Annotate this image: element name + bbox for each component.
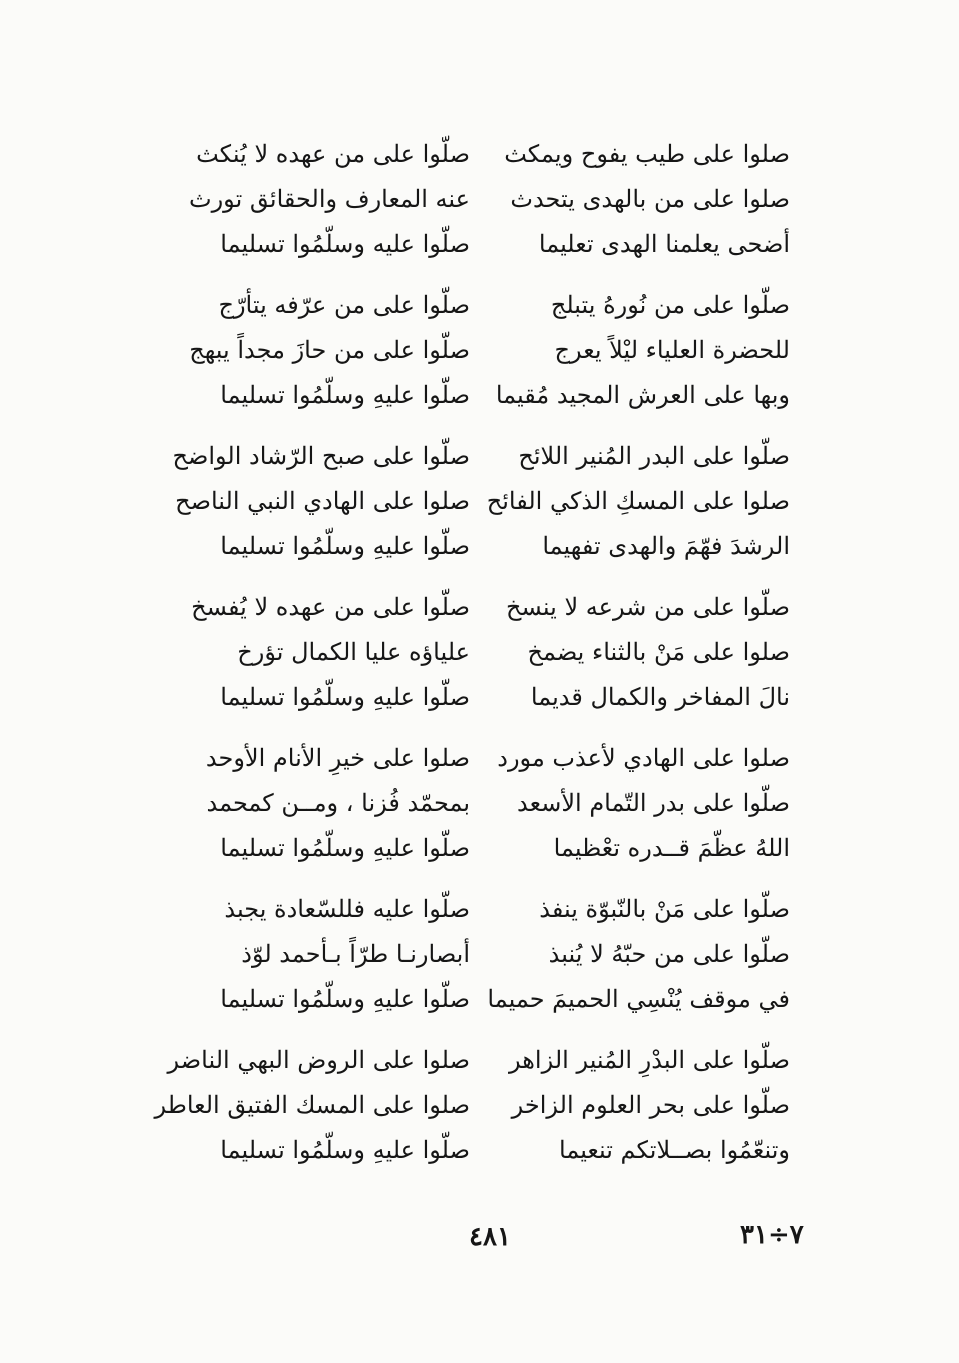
first-hemistich: نالَ المفاخر والكمال قديما [530, 683, 790, 711]
second-hemistich: علياؤه عليا الكمال تؤرخ [237, 638, 470, 666]
poem-body [154, 132, 790, 1189]
verse-line [180, 932, 790, 977]
second-hemistich: صلّوا عليهِ وسلّمُوا تسليما [220, 683, 470, 711]
page-number: ٤٨١ [469, 1222, 511, 1252]
second-hemistich: صلّوا عليهِ وسلّمُوا تسليما [220, 532, 470, 560]
verse-line [180, 630, 790, 675]
first-hemistich: صلوا على طيب يفوح ويمكث [504, 140, 790, 168]
verse-line [180, 977, 790, 1022]
second-hemistich: صلّوا عليهِ وسلّمُوا تسليما [220, 1136, 470, 1164]
verse-line [180, 675, 790, 720]
verse-line [180, 1128, 790, 1173]
first-hemistich: صلّوا على البدر المُنير اللائح [518, 442, 790, 470]
verse-line [180, 585, 790, 630]
first-hemistich: الرشدَ فهّمَ والهدى تفهيما [542, 532, 790, 560]
verse-line [180, 887, 790, 932]
second-hemistich: عنه المعارف والحقائق تورث [188, 185, 470, 213]
second-hemistich: صلّوا عليهِ وسلّمُوا تسليما [220, 985, 470, 1013]
second-hemistich: صلّوا عليهِ وسلّمُوا تسليما [220, 834, 470, 862]
stanza-4 [180, 585, 790, 720]
second-hemistich: صلوا على المسك الفتيق العاطر [154, 1091, 470, 1119]
stanza-1 [180, 132, 790, 267]
verse-line [175, 479, 790, 524]
verse-line [180, 177, 790, 222]
second-hemistich: صلّوا عليه فللسّعادة يجبذ [224, 895, 470, 923]
verse-line [180, 222, 790, 267]
first-hemistich: صلوا على مَنْ بالثناء يضمخ [527, 638, 790, 666]
first-hemistich: للحضرة العلياء ليْلاً يعرج [554, 336, 790, 364]
verse-line [180, 781, 790, 826]
printer-signature: ٧÷٣١ [740, 1220, 804, 1250]
first-hemistich: وبها على العرش المجيد مُقيما [495, 381, 790, 409]
verse-line [154, 1083, 790, 1128]
verse-line [180, 283, 790, 328]
second-hemistich: صلوا على الهادي النبي الناصح [175, 487, 470, 515]
stanza-7 [154, 1038, 790, 1173]
verse-line [180, 328, 790, 373]
first-hemistich: صلّوا على مَنْ بالنّبوّة ينفذ [539, 895, 790, 923]
stanza-2 [180, 283, 790, 418]
first-hemistich: صلّوا على بحر العلوم الزاخر [511, 1091, 790, 1119]
second-hemistich: صلّوا على من عهده لا يُفسخ [191, 593, 470, 621]
first-hemistich: صلّوا على من نُورهُ يتبلج [550, 291, 790, 319]
stanza-5 [180, 736, 790, 871]
first-hemistich: في موقف يُنْسِي الحميمَ حميما [487, 985, 790, 1013]
first-hemistich: صلّوا على البدْرِ المُنير الزاهر [509, 1046, 790, 1074]
second-hemistich: صلوا على خيرِ الأنام الأوحد [205, 744, 470, 772]
second-hemistich: صلّوا عليهِ وسلّمُوا تسليما [220, 381, 470, 409]
second-hemistich: أبصارنـا طرّاً بـأحمد لوّذ [241, 940, 470, 968]
stanza-3 [172, 434, 790, 569]
first-hemistich: أضحى يعلمنا الهدى تعليما [538, 230, 790, 258]
verse-line [180, 373, 790, 418]
first-hemistich: صلّوا على من شرعه لا ينسخ [506, 593, 790, 621]
verse-line [180, 524, 790, 569]
second-hemistich: صلّوا على من عرّفه يتأرّج [218, 291, 470, 319]
first-hemistich: اللهُ عظّمَ قــدره تعْظيما [553, 834, 790, 862]
first-hemistich: صلّوا على من حبّهُ لا يُنبذ [548, 940, 790, 968]
second-hemistich: بمحمّد فُزنا ، ومــن كمحمد [206, 789, 470, 817]
verse-line [180, 132, 790, 177]
second-hemistich: صلوا على الروض البهي الناضر [167, 1046, 470, 1074]
first-hemistich: صلّوا على بدر التّمام الأسعد [517, 789, 790, 817]
verse-line [172, 434, 790, 479]
first-hemistich: صلوا على المسكِ الذكي الفائح [486, 487, 790, 515]
verse-line [167, 1038, 790, 1083]
second-hemistich: صلّوا على صبح الرّشاد الواضح [172, 442, 470, 470]
second-hemistich: صلّوا على من حازَ مجداً يبهج [189, 336, 470, 364]
second-hemistich: صلّوا على من عهده لا يُنكث [196, 140, 470, 168]
first-hemistich: وتنعّمُوا بصــلاتكم تنعيما [559, 1136, 790, 1164]
first-hemistich: صلوا على من بالهدى يتحدث [510, 185, 790, 213]
first-hemistich: صلوا على الهادي لأعذب مورد [497, 744, 790, 772]
second-hemistich: صلّوا عليه وسلّمُوا تسليما [220, 230, 470, 258]
verse-line [180, 736, 790, 781]
stanza-6 [180, 887, 790, 1022]
verse-line [180, 826, 790, 871]
